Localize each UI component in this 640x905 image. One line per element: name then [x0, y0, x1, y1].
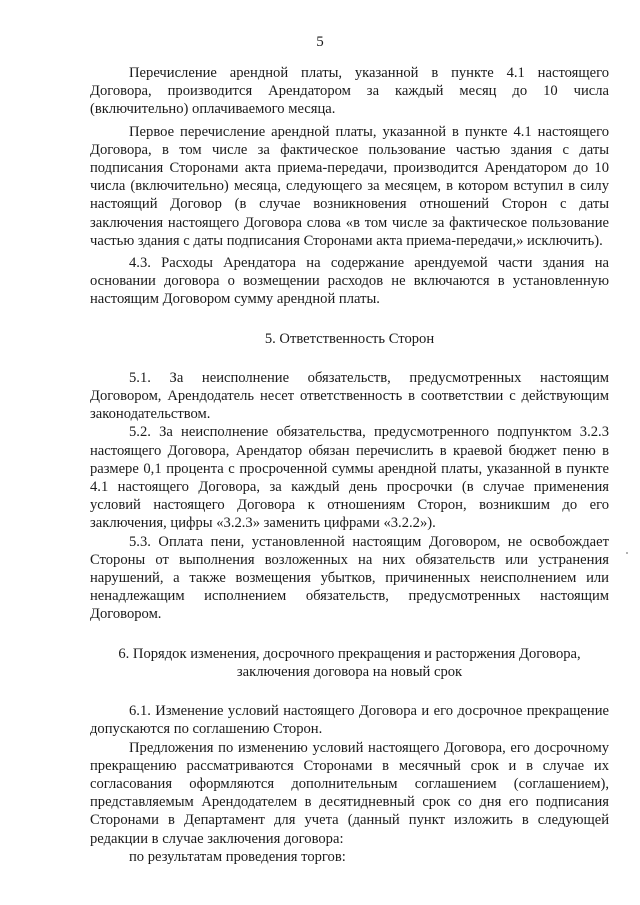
paragraph-5-1: 5.1. За неисполнение обязательств, предусмотренных настоящим Договором, Арендодатель несет ответственность в соответствии с действующим законодательством. — [90, 369, 609, 423]
document-body — [90, 64, 609, 866]
scan-speck — [626, 552, 628, 554]
paragraph-6-1-proposals: Предложения по изменению условий настоящего Договора, его досрочному прекращению рассматриваются Сторонами в месячный срок и в случае их согласования оформляются дополнительным соглашением (соглашением), представляемым Арендодателем в десятидневный срок со дня его подписания Сторонами в Департамент для учета (данный пункт изложить в следующей редакции в случае заключения договора: — [90, 739, 609, 847]
paragraph-6-1: 6.1. Изменение условий настоящего Договора и его досрочное прекращение допускаются по соглашению Сторон. — [90, 703, 609, 738]
section-6-heading-line1: 6. Порядок изменения, досрочного прекращения и расторжения Договора, — [118, 645, 581, 662]
paragraph-5-2: 5.2. За неисполнение обязательства, предусмотренного подпунктом 3.2.3 настоящего Договора, Арендатор обязан перечислить в краевой бюджет пеню в размере 0,1 процента с просроченной суммы арендной платы, указанной в пункте 4.1 настоящего Договора, за каждый день просрочки (в случае применения условий настоящего Договора к отношениям Сторон, возникшим до его заключения, цифры «3.2.3» заменить цифрами «3.2.2»). — [90, 424, 609, 532]
paragraph-5-3: 5.3. Оплата пени, установленной настоящим Договором, не освобождает Стороны от выполнения возложенных на них обязательств или устранения нарушений, а также возмещения убытков, причиненных неисполнением или ненадлежащим исполнением обязательств, предусмотренных настоящим Договором. — [90, 533, 609, 623]
page-number: 5 — [316, 34, 324, 50]
paragraph-6-1-auction: по результатам проведения торгов: — [129, 848, 346, 865]
section-6-heading-line2: заключения договора на новый срок — [236, 663, 463, 680]
paragraph-payment-schedule: Перечисление арендной платы, указанной в пункте 4.1 настоящего Договора, производится Арендатором за каждый месяц до 10 числа (включительно) оплачиваемого месяца. — [90, 65, 609, 118]
paragraph-first-payment: Первое перечисление арендной платы, указанной в пункте 4.1 настоящего Договора, в том числе за фактическое пользование частью здания с даты подписания Сторонами акта приема-передачи, производится Арендатором до 10 числа (включительно) месяца, следующего за месяцем, в котором вступил в силу настоящий Договор (в случае возникновения отношений Сторон с даты заключения настоящего Договора слова «в том числе за фактическое пользование частью здания с даты подписания Сторонами акта приема-передачи,» исключить). — [90, 123, 609, 249]
section-5-heading: 5. Ответственность Сторон — [264, 330, 435, 347]
paragraph-4-3: 4.3. Расходы Арендатора на содержание арендуемой части здания на основании договора о возмещении расходов не включаются в установленную настоящим Договором сумму арендной платы. — [90, 255, 609, 308]
